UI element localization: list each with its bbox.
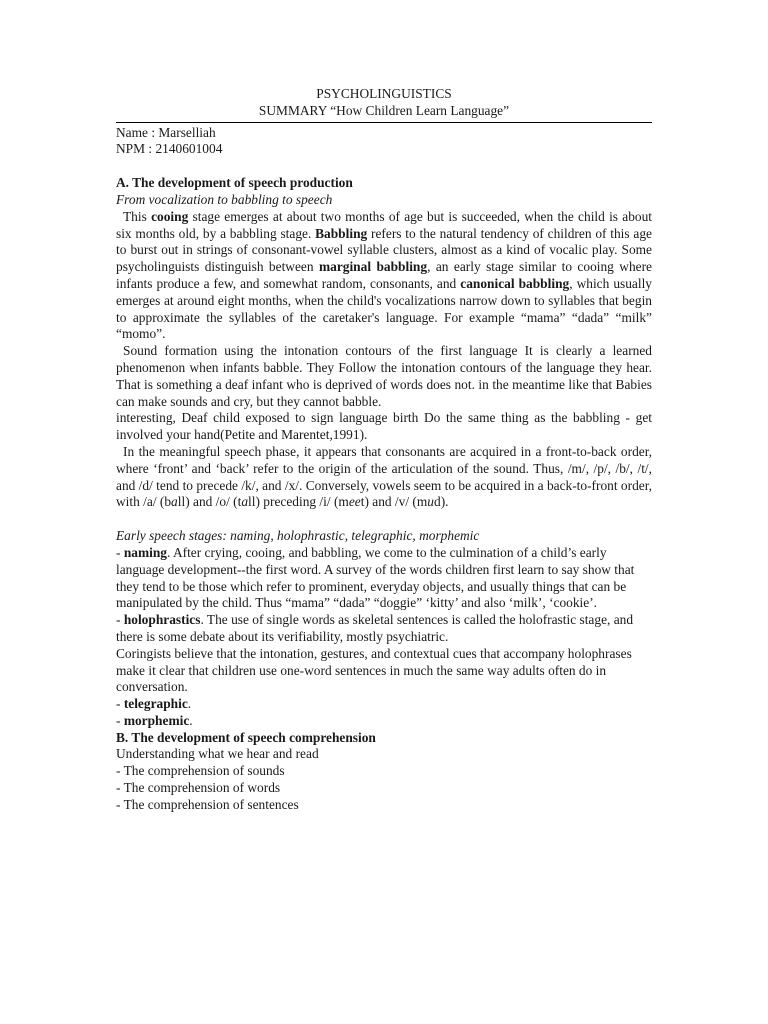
section-a-subheading-stages: Early speech stages: naming, holophrastic, telegraphic, morphemic (116, 528, 480, 544)
list-item: - The comprehension of words (116, 780, 281, 796)
document-title: PSYCHOLINGUISTICS (316, 86, 452, 101)
list-item: - The comprehension of sentences (116, 796, 299, 812)
section-a-subheading-vocalization: From vocalization to babbling to speech (116, 191, 333, 207)
title-divider (116, 122, 652, 123)
paragraph-meaningful-speech: In the meaningful speech phase, it appears that consonants are acquired in a front-to-back order, where ‘front’ and ‘back’ refer to the origin of the articulation of the sound. Thus, /m/, /p/, /b/, /t/, and /d/ tend to precede /k/, and /x/. Conversely, vowels seem to be acquired in a back-to-front order, with /a/ (ball) and /o/ (tall) preceding /i/ (meet) and /v/ (mud). (116, 443, 652, 510)
paragraph-cooing-babbling: This cooing stage emerges at about two months of age but is succeeded, when the child is about six months old, by a babbling stage. Babbling refers to the natural tendency of children of this age to burst out in strings of consonant-vowel syllable clusters, almost as a kind of vocalic play. Some psycholinguists distinguish between marginal babbling, an early stage similar to cooing where infants produce a few, and somewhat random, consonants, and canonical babbling, which usually emerges at around eight months, when the child's vocalizations narrow down to syllables that begin to approximate the syllables of the caretaker's language. For example “mama” “dada” “milk” “momo”. (116, 208, 653, 342)
document-subtitle: SUMMARY “How Children Learn Language” (258, 102, 510, 118)
paragraph-sound-formation: Sound formation using the intonation contours of the first language It is clearly a learned phenomenon when infants babble. They Follow the intonation contours of the language they hear. That is something a deaf infant who is deprived of words does not. in the meantime like that Babies can make sounds and cry, but they cannot babble. (116, 343, 652, 409)
spacer (116, 511, 652, 528)
section-a-heading: A. The development of speech production (116, 175, 353, 191)
stage-holophrastics: - holophrastics. The use of single words as skeletal sentences is called the holofrastic stage, and there is some debate about its verifiability, mostly psychiatric. (116, 612, 634, 644)
paragraph-deaf-child: interesting, Deaf child exposed to sign language birth Do the same thing as the babbling - get involved your hand(Petite and Marentet,1991). (116, 410, 652, 443)
section-b-heading: B. The development of speech comprehension (116, 729, 376, 745)
spacer (116, 158, 652, 175)
stage-telegraphic: - telegraphic. (116, 696, 192, 712)
document-page (116, 86, 652, 814)
stage-naming: - naming. After crying, cooing, and babbling, we come to the culmination of a child’s early language development--the first word. A survey of the words children first learn to say show that they tend to be those which refer to prominent, everyday objects, and usually things that can be manipulated by the child. Thus “mama” “dada” “doggie” ‘kitty’ and also ‘milk’, ‘cookie’. (116, 544, 635, 611)
section-b-intro: Understanding what we hear and read (116, 746, 319, 762)
stage-morphemic: - morphemic. (116, 712, 193, 728)
list-item: - The comprehension of sounds (116, 763, 285, 779)
student-name: Name : Marselliah (116, 124, 216, 140)
paragraph-coringists: Coringists believe that the intonation, gestures, and contextual cues that accompany holophrases make it clear that children use one-word sentences in much the same way adults often do in conversation. (116, 645, 632, 695)
student-npm: NPM : 2140601004 (116, 141, 223, 157)
